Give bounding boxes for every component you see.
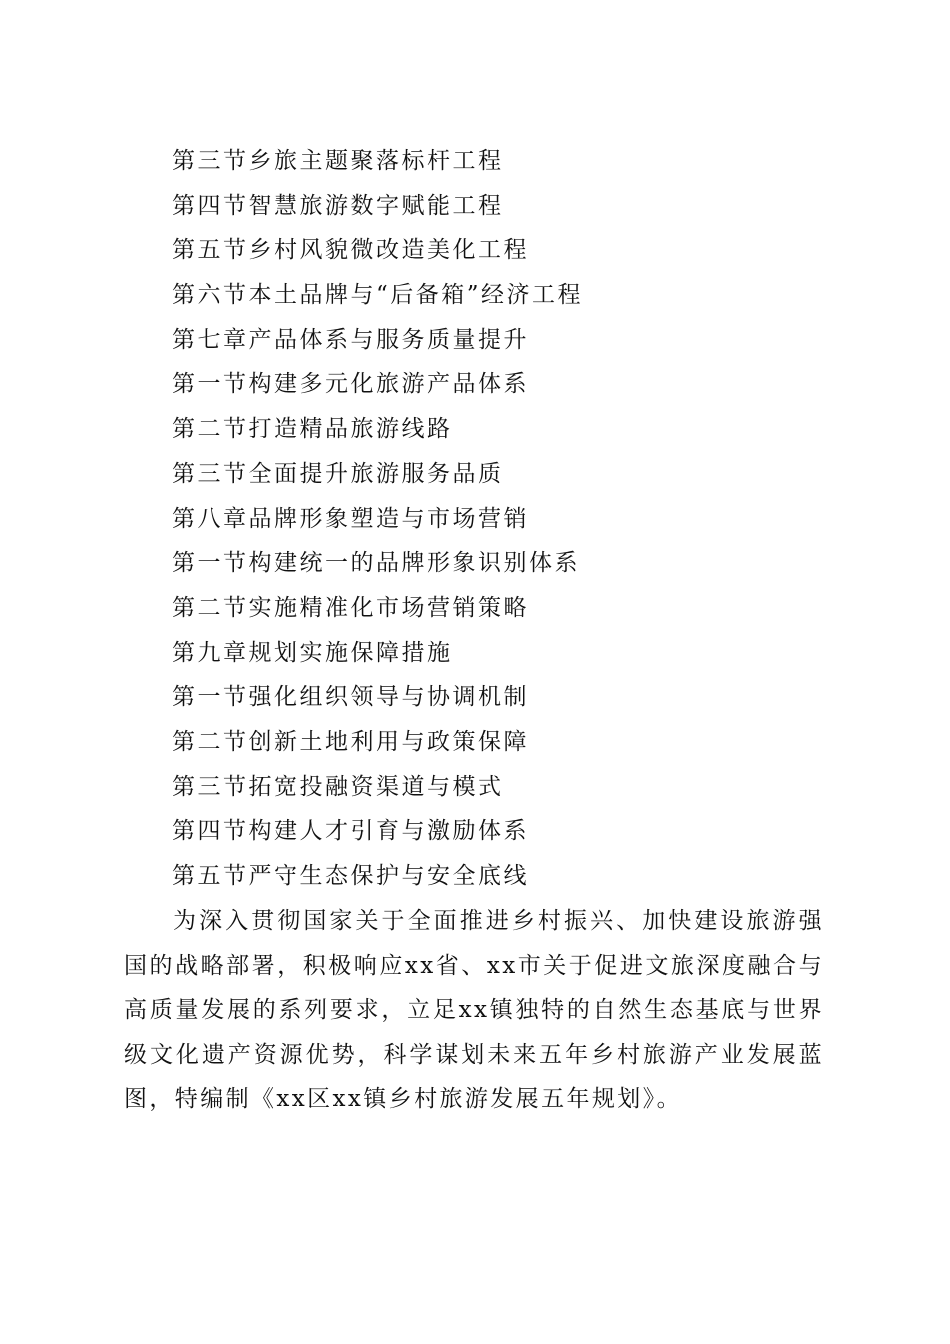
intro-paragraph: 为深入贯彻国家关于全面推进乡村振兴、加快建设旅游强国的战略部署，积极响应xx省、xx市关于促进文旅深度融合与高质量发展的系列要求，立足xx镇独特的自然生态基底与世界级文化遗产资源优势，科学谋划未来五年乡村旅游产业发展蓝图，特编制《xx区xx镇乡村旅游发展五年规划》。 — [124, 908, 824, 1112]
toc-entry: 第二节打造精品旅游线路 — [172, 416, 453, 443]
toc-entry: 第三节乡旅主题聚落标杆工程 — [172, 148, 504, 174]
toc-entry: 第五节严守生态保护与安全底线 — [172, 863, 529, 889]
toc-chapter-entry: 第九章规划实施保障措施 — [172, 639, 453, 666]
toc-entry: 第四节智慧旅游数字赋能工程 — [172, 192, 504, 219]
table-of-contents — [172, 139, 583, 899]
toc-chapter-entry: 第八章品牌形象塑造与市场营销 — [172, 505, 529, 532]
toc-entry: 第一节构建统一的品牌形象识别体系 — [172, 550, 580, 577]
toc-entry: 第四节构建人才引育与激励体系 — [172, 818, 529, 845]
toc-entry: 第一节构建多元化旅游产品体系 — [172, 371, 529, 398]
toc-entry: 第六节本土品牌与“后备箱”经济工程 — [172, 282, 584, 309]
toc-entry: 第三节拓宽投融资渠道与模式 — [172, 773, 504, 800]
toc-entry: 第二节创新土地利用与政策保障 — [172, 728, 529, 755]
toc-entry: 第三节全面提升旅游服务品质 — [172, 460, 504, 487]
toc-entry: 第二节实施精准化市场营销策略 — [172, 594, 529, 621]
toc-entry: 第一节强化组织领导与协调机制 — [172, 684, 529, 711]
toc-chapter-entry: 第七章产品体系与服务质量提升 — [172, 326, 529, 353]
toc-entry: 第五节乡村风貌微改造美化工程 — [172, 237, 529, 264]
